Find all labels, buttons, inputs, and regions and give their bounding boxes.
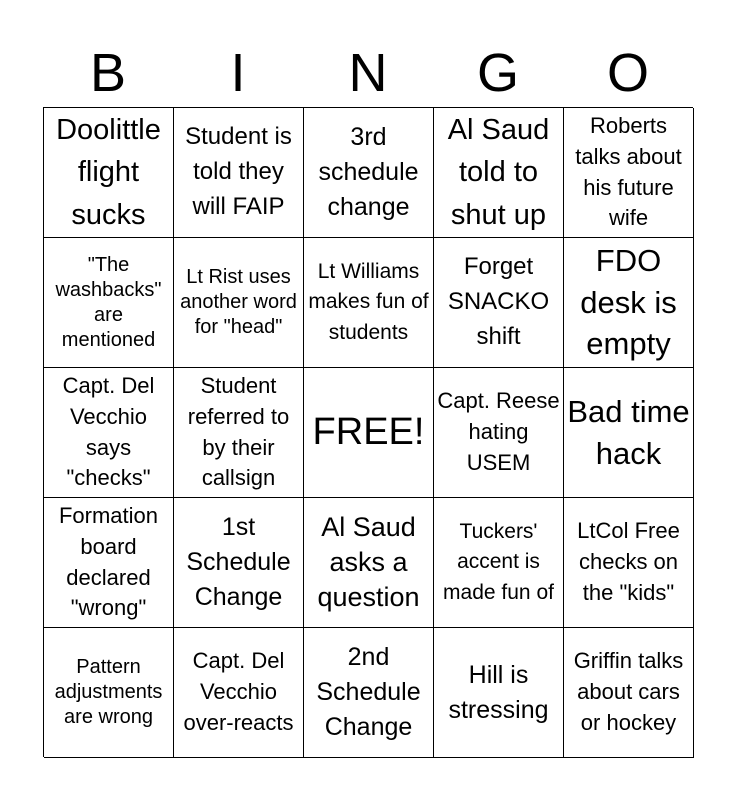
bingo-cell[interactable]: [174, 498, 304, 628]
cell-text: Doolittle flight sucks: [56, 114, 161, 231]
header-letter-i: I: [230, 43, 246, 103]
bingo-cell[interactable]: [304, 498, 434, 628]
bingo-cell[interactable]: [434, 368, 564, 498]
cell-text: Roberts talks about his future wife: [575, 112, 682, 231]
cell-text: Forget SNACKO shift: [447, 253, 550, 350]
bingo-cell[interactable]: [174, 628, 304, 758]
header-letter-n: N: [348, 43, 388, 103]
bingo-cell[interactable]: [304, 108, 434, 238]
bingo-cell[interactable]: [174, 238, 304, 368]
cell-text: Lt Williams makes fun of students: [308, 259, 429, 344]
cell-text: Lt Rist uses another word for "head": [180, 266, 297, 338]
bingo-cell[interactable]: [44, 368, 174, 498]
bingo-cell[interactable]: [174, 108, 304, 238]
cell-text: 3rd schedule change: [318, 123, 419, 221]
bingo-cell[interactable]: [434, 238, 564, 368]
bingo-cell[interactable]: [174, 368, 304, 498]
bingo-cell[interactable]: [44, 498, 174, 628]
cell-text: Al Saud told to shut up: [447, 114, 550, 231]
bingo-cell[interactable]: [44, 628, 174, 758]
cell-text: Student is told they will FAIP: [185, 123, 292, 220]
bingo-cell[interactable]: [44, 238, 174, 368]
bingo-cell[interactable]: [304, 238, 434, 368]
cell-text: Capt. Del Vecchio says "checks": [62, 372, 155, 491]
cell-text: Griffin talks about cars or hockey: [573, 648, 684, 735]
cell-text: Al Saud asks a question: [317, 511, 420, 613]
free-space-cell[interactable]: [304, 368, 434, 498]
header-letter-b: B: [89, 43, 127, 103]
cell-text: Capt. Reese hating USEM: [437, 388, 560, 475]
cell-text: Capt. Del Vecchio over-reacts: [183, 648, 294, 735]
cell-text: Bad time hack: [567, 393, 690, 471]
bingo-cell[interactable]: [564, 498, 694, 628]
cell-text: "The washbacks" are mentioned: [55, 253, 162, 351]
cell-text: LtCol Free checks on the "kids": [577, 518, 680, 605]
header-letter-o: O: [606, 43, 649, 103]
cell-text: Tuckers' accent is made fun of: [443, 519, 554, 604]
free-space-text: FREE!: [312, 410, 425, 453]
cell-text: 1st Schedule Change: [186, 513, 291, 611]
bingo-header: [43, 40, 693, 106]
bingo-cell[interactable]: [564, 628, 694, 758]
bingo-cell[interactable]: [304, 628, 434, 758]
cell-text: Pattern adjustments are wrong: [54, 656, 163, 728]
header-letter-g: G: [476, 43, 519, 103]
bingo-cell[interactable]: [434, 108, 564, 238]
cell-text: 2nd Schedule Change: [316, 643, 421, 741]
cell-text: Student referred to by their callsign: [187, 372, 290, 491]
cell-text: Hill is stressing: [448, 660, 549, 724]
bingo-cell[interactable]: [564, 108, 694, 238]
bingo-cell[interactable]: [564, 238, 694, 368]
bingo-board: [43, 107, 693, 757]
bingo-cell[interactable]: [564, 368, 694, 498]
bingo-cell[interactable]: [434, 628, 564, 758]
bingo-cell[interactable]: [434, 498, 564, 628]
cell-text: Formation board declared "wrong": [58, 502, 159, 621]
cell-text: FDO desk is empty: [580, 242, 677, 362]
bingo-cell[interactable]: [44, 108, 174, 238]
